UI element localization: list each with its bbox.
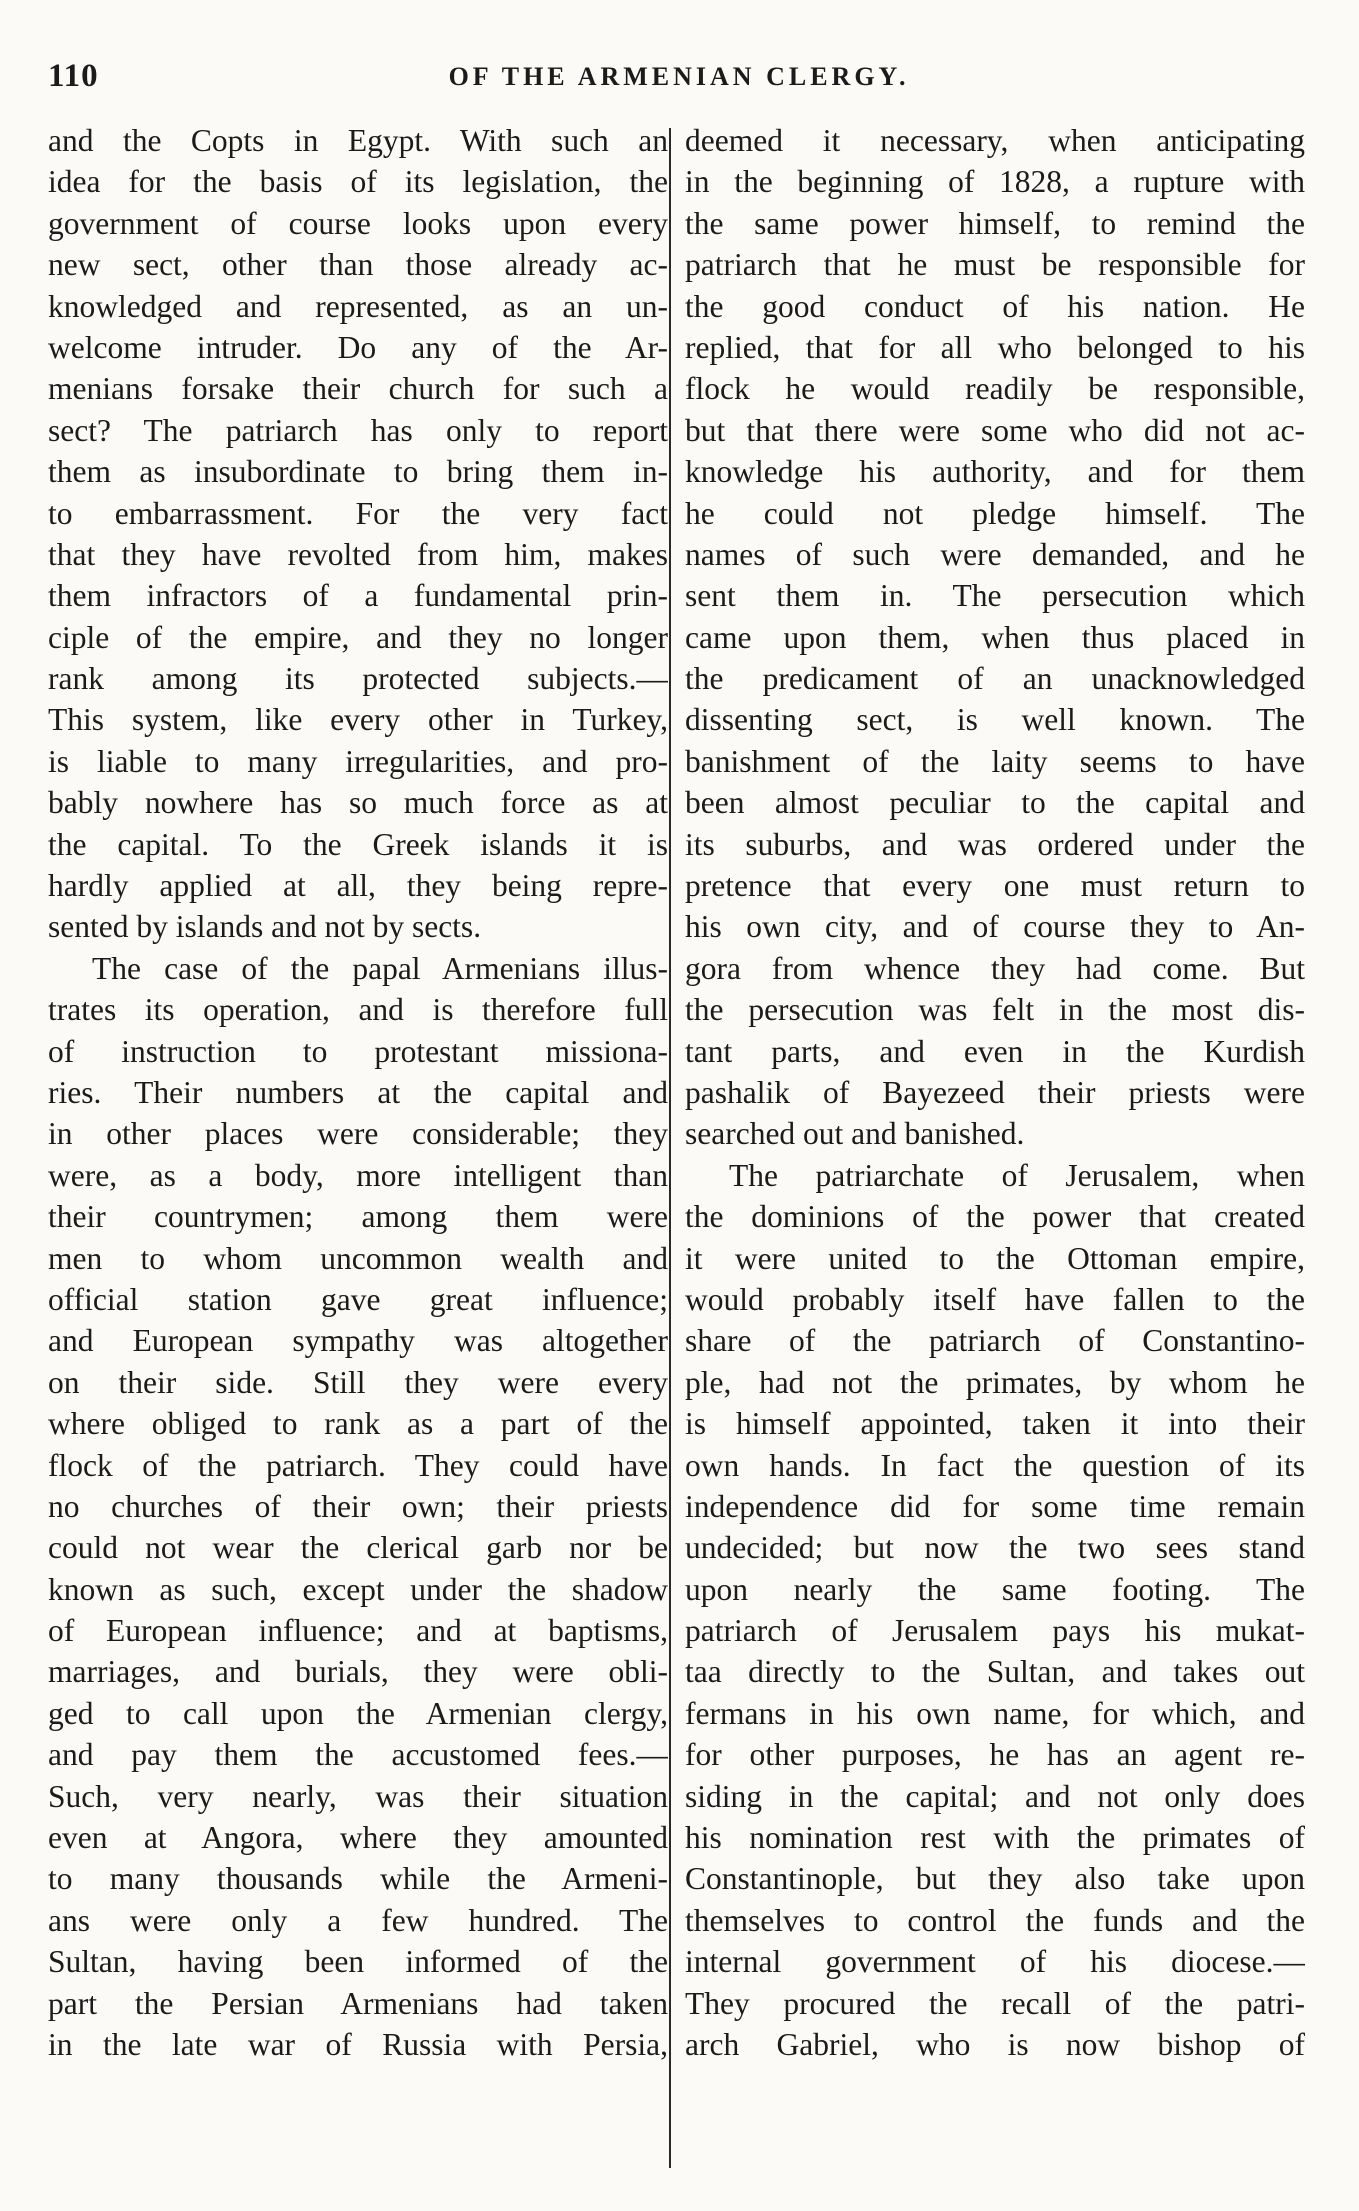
text-line: searched out and banished. bbox=[685, 1116, 1025, 1152]
text-line: could not wear the clerical garb nor be bbox=[48, 1530, 668, 1566]
text-line: in the late war of Russia with Persia, bbox=[48, 2026, 668, 2062]
text-line: in other places were considerable; they bbox=[48, 1116, 668, 1152]
text-line: been almost peculiar to the capital and bbox=[685, 785, 1305, 821]
text-line: of instruction to protestant missiona- bbox=[48, 1033, 668, 1069]
text-line: the persecution was felt in the most dis- bbox=[685, 992, 1305, 1028]
text-line: share of the patriarch of Constantino- bbox=[685, 1323, 1305, 1359]
text-line: banishment of the laity seems to have bbox=[685, 743, 1305, 779]
text-line: pretence that every one must return to bbox=[685, 868, 1305, 904]
text-line: their countrymen; among them were bbox=[48, 1199, 668, 1235]
text-line: fermans in his own name, for which, and bbox=[685, 1695, 1305, 1731]
text-line: Constantinople, but they also take upon bbox=[685, 1861, 1305, 1897]
text-line: government of course looks upon every bbox=[48, 205, 668, 241]
text-line: knowledge his authority, and for them bbox=[685, 454, 1305, 490]
text-line: no churches of their own; their priests bbox=[48, 1488, 668, 1524]
text-line: rank among its protected subjects.— bbox=[48, 661, 668, 697]
text-line: sect? The patriarch has only to report bbox=[48, 412, 668, 448]
text-line: internal government of his diocese.— bbox=[685, 1944, 1305, 1980]
text-line: flock of the patriarch. They could have bbox=[48, 1447, 668, 1483]
text-line: The patriarchate of Jerusalem, when bbox=[729, 1157, 1305, 1193]
text-line: trates its operation, and is therefore full bbox=[48, 992, 668, 1028]
text-line: the good conduct of his nation. He bbox=[685, 288, 1305, 324]
text-line: that they have revolted from him, makes bbox=[48, 536, 668, 572]
text-line: the capital. To the Greek islands it is bbox=[48, 826, 668, 862]
left-column bbox=[48, 120, 668, 2065]
text-line: of European influence; and at baptisms, bbox=[48, 1613, 668, 1649]
text-line: its suburbs, and was ordered under the bbox=[685, 826, 1305, 862]
text-line: ged to call upon the Armenian clergy, bbox=[48, 1695, 668, 1731]
text-line: the predicament of an unacknowledged bbox=[685, 661, 1305, 697]
text-line: part the Persian Armenians had taken bbox=[48, 1985, 668, 2021]
text-line: welcome intruder. Do any of the Ar- bbox=[48, 329, 668, 365]
text-line: came upon them, when thus placed in bbox=[685, 619, 1305, 655]
text-line: his nomination rest with the primates of bbox=[685, 1820, 1305, 1856]
text-line: patriarch that he must be responsible for bbox=[685, 247, 1305, 283]
text-line: on their side. Still they were every bbox=[48, 1364, 668, 1400]
text-line: in the beginning of 1828, a rupture with bbox=[685, 164, 1305, 200]
text-line: themselves to control the funds and the bbox=[685, 1902, 1305, 1938]
text-line: is liable to many irregularities, and pro- bbox=[48, 743, 668, 779]
text-line: Such, very nearly, was their situation bbox=[48, 1778, 668, 1814]
text-line: and pay them the accustomed fees.— bbox=[48, 1737, 668, 1773]
text-line: ple, had not the primates, by whom he bbox=[685, 1364, 1305, 1400]
text-line: Sultan, having been informed of the bbox=[48, 1944, 668, 1980]
text-line: the same power himself, to remind the bbox=[685, 205, 1305, 241]
text-line: but that there were some who did not ac- bbox=[685, 412, 1305, 448]
text-line: deemed it necessary, when anticipating bbox=[685, 123, 1305, 158]
text-line: bably nowhere has so much force as at bbox=[48, 785, 668, 821]
text-line: and the Copts in Egypt. With such an bbox=[48, 123, 668, 158]
text-line: were, as a body, more intelligent than bbox=[48, 1157, 668, 1193]
text-line: would probably itself have fallen to the bbox=[685, 1281, 1305, 1317]
text-line: men to whom uncommon wealth and bbox=[48, 1240, 668, 1276]
text-line: marriages, and burials, they were obli- bbox=[48, 1654, 668, 1690]
text-line: hardly applied at all, they being repre- bbox=[48, 868, 668, 904]
text-line: The case of the papal Armenians illus- bbox=[92, 950, 668, 986]
text-line: upon nearly the same footing. The bbox=[685, 1571, 1305, 1607]
text-line: taa directly to the Sultan, and takes out bbox=[685, 1654, 1305, 1690]
text-line: undecided; but now the two sees stand bbox=[685, 1530, 1305, 1566]
text-line: sented by islands and not by sects. bbox=[48, 909, 482, 945]
page-header bbox=[48, 58, 1310, 108]
column-divider bbox=[669, 128, 671, 2168]
text-line: where obliged to rank as a part of the bbox=[48, 1406, 668, 1442]
text-line: dissenting sect, is well known. The bbox=[685, 702, 1305, 738]
text-line: and European sympathy was altogether bbox=[48, 1323, 668, 1359]
text-line: them as insubordinate to bring them in- bbox=[48, 454, 668, 490]
text-line: he could not pledge himself. The bbox=[685, 495, 1305, 531]
text-line: gora from whence they had come. But bbox=[685, 950, 1305, 986]
text-line: them infractors of a fundamental prin- bbox=[48, 578, 668, 614]
text-line: pashalik of Bayezeed their priests were bbox=[685, 1074, 1305, 1110]
text-line: menians forsake their church for such a bbox=[48, 371, 668, 407]
text-line: for other purposes, he has an agent re- bbox=[685, 1737, 1305, 1773]
text-line: names of such were demanded, and he bbox=[685, 536, 1305, 572]
text-line: the dominions of the power that created bbox=[685, 1199, 1305, 1235]
page-number: 110 bbox=[48, 58, 99, 94]
text-line: sent them in. The persecution which bbox=[685, 578, 1305, 614]
text-line: independence did for some time remain bbox=[685, 1488, 1305, 1524]
running-title: OF THE ARMENIAN CLERGY. bbox=[448, 62, 910, 91]
text-line: his own city, and of course they to An- bbox=[685, 909, 1305, 945]
text-line: knowledged and represented, as an un- bbox=[48, 288, 668, 324]
text-line: tant parts, and even in the Kurdish bbox=[685, 1033, 1305, 1069]
text-line: arch Gabriel, who is now bishop of bbox=[685, 2026, 1305, 2062]
text-line: official station gave great influence; bbox=[48, 1281, 668, 1317]
text-line: patriarch of Jerusalem pays his mukat- bbox=[685, 1613, 1305, 1649]
text-line: even at Angora, where they amounted bbox=[48, 1820, 668, 1856]
text-line: known as such, except under the shadow bbox=[48, 1571, 668, 1607]
text-line: ans were only a few hundred. The bbox=[48, 1902, 668, 1938]
text-line: it were united to the Ottoman empire, bbox=[685, 1240, 1305, 1276]
text-line: ciple of the empire, and they no longer bbox=[48, 619, 668, 655]
text-line: new sect, other than those already ac- bbox=[48, 247, 668, 283]
text-line: They procured the recall of the patri- bbox=[685, 1985, 1305, 2021]
text-line: flock he would readily be responsible, bbox=[685, 371, 1305, 407]
text-line: replied, that for all who belonged to his bbox=[685, 329, 1305, 365]
text-line: own hands. In fact the question of its bbox=[685, 1447, 1305, 1483]
text-line: to many thousands while the Armeni- bbox=[48, 1861, 668, 1897]
text-line: This system, like every other in Turkey, bbox=[48, 702, 668, 738]
right-column bbox=[685, 120, 1305, 2065]
text-line: ries. Their numbers at the capital and bbox=[48, 1074, 668, 1110]
text-line: to embarrassment. For the very fact bbox=[48, 495, 668, 531]
text-line: is himself appointed, taken it into their bbox=[685, 1406, 1305, 1442]
text-line: siding in the capital; and not only does bbox=[685, 1778, 1305, 1814]
text-line: idea for the basis of its legislation, the bbox=[48, 164, 668, 200]
